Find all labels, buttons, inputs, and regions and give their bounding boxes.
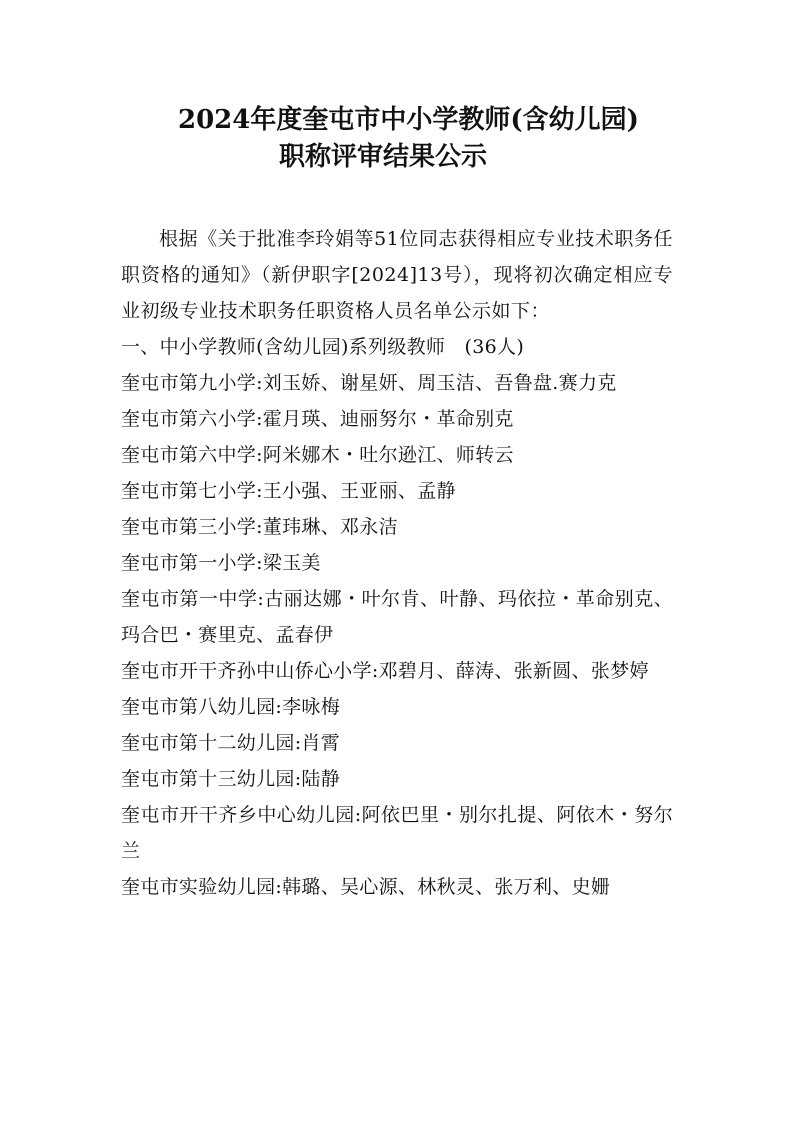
entry-line: 奎屯市第八幼儿园:李咏梅 <box>121 696 341 718</box>
section-heading: 一、中小学教师(含幼儿园)系列级教师 (36人) <box>121 336 525 358</box>
document-body <box>121 221 673 905</box>
document-title-line-2: 职称评审结果公示 <box>279 142 488 172</box>
entry-line: 奎屯市第六中学:阿米娜木・吐尔逊江、师转云 <box>121 444 514 466</box>
entry-line: 奎屯市第十三幼儿园:陆静 <box>121 768 341 790</box>
entry-line: 奎屯市开干齐孙中山侨心小学:邓碧月、薛涛、张新圆、张梦婷 <box>121 660 649 682</box>
entry-line: 奎屯市第一中学:古丽达娜・叶尔肯、叶静、玛依拉・革命别克、玛合巴・赛里克、孟春伊 <box>121 588 673 646</box>
entry-line: 奎屯市第六小学:霍月瑛、迪丽努尔・革命别克 <box>121 408 514 430</box>
entry-line: 奎屯市第十二幼儿园:肖霄 <box>121 732 341 754</box>
intro-paragraph: 根据《关于批准李玲娟等51位同志获得相应专业技术职务任职资格的通知》（新伊职字[2024]13号），现将初次确定相应专业初级专业技术职务任职资格人员名单公示如下： <box>121 228 673 322</box>
entry-line: 奎屯市第一小学:梁玉美 <box>121 552 321 574</box>
entry-line: 奎屯市开干齐乡中心幼儿园:阿依巴里・别尔扎提、阿依木・努尔兰 <box>121 804 673 862</box>
entry-line: 奎屯市第七小学:王小强、王亚丽、孟静 <box>121 480 456 502</box>
entry-line: 奎屯市第九小学:刘玉娇、谢星妍、周玉洁、吾鲁盘.赛力克 <box>121 372 617 394</box>
entry-line: 奎屯市实验幼儿园:韩璐、吴心源、林秋灵、张万利、史姗 <box>121 876 611 898</box>
entry-line: 奎屯市第三小学:董玮琳、邓永洁 <box>121 516 398 538</box>
document-title-line-1: 2024年度奎屯市中小学教师(含幼儿园) <box>178 105 639 135</box>
